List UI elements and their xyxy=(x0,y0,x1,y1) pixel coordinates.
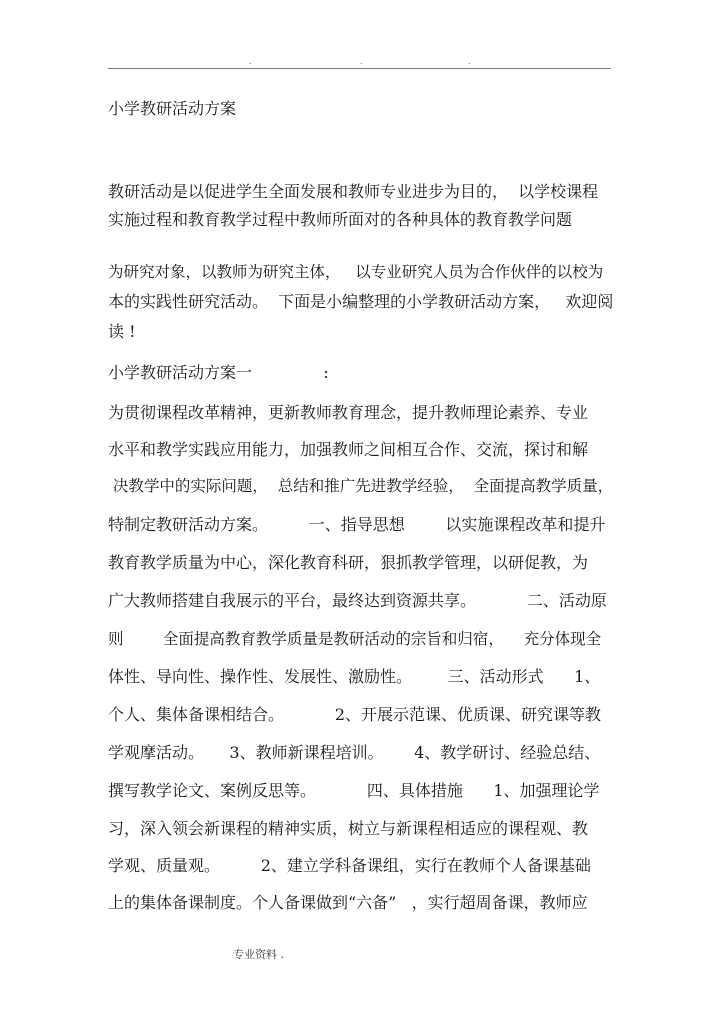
text-line: 特制定教研活动方案。 一、指导思想 以实施课程改革和提升 xyxy=(108,515,606,534)
section-heading: 小学教研活动方案一 : xyxy=(108,363,329,382)
text-line: 读 ! xyxy=(108,322,136,341)
text-line: 实施过程和教育教学过程中教师所面对的各种具体的教育教学问题 xyxy=(108,210,573,229)
header-dots xyxy=(108,58,611,66)
text-line: 为贯彻课程改革精神，更新教师教育理念，提升教师理论素养、专业 xyxy=(108,403,589,422)
text-line: 本的实践性研究活动。 下面是小编整理的小学教研活动方案， 欢迎阅 xyxy=(108,292,614,311)
header-dot: . xyxy=(249,57,252,66)
text-line: 习，深入领会新课程的精神实质，树立与新课程相适应的课程观、教 xyxy=(108,819,589,838)
header-dot: . xyxy=(360,57,363,66)
text-line: 个人、集体备课相结合。 2、开展示范课、优质课、研究课等教 xyxy=(108,705,602,724)
text-line: 教研活动是以促进学生全面发展和教师专业进步为目的， 以学校课程 xyxy=(108,182,599,201)
text-line: 则 全面提高教育教学质量是教研活动的宗旨和归宿， 充分体现全 xyxy=(108,630,602,648)
text-line: 广大教师搭建自我展示的平台，最终达到资源共享。 二、活动原 xyxy=(108,591,607,610)
text-line: 学观、质量观。 2、建立学科备课组，实行在教师个人备课基础 xyxy=(108,856,591,875)
text-line: 为研究对象，以教师为研究主体， 以专业研究人员为合作伙伴的以校为 xyxy=(108,263,604,281)
text-line: 决教学中的实际问题， 总结和推广先进教学经验， 全面提高教学质量， xyxy=(108,477,614,495)
text-line: 上的集体备课制度。个人备课做到“六备” ，实行超周备课，教师应 xyxy=(108,893,588,912)
header-divider xyxy=(108,68,611,69)
page-footer: 专业资料 . xyxy=(233,948,284,961)
text-line: 教育教学质量为中心，深化教育科研，狠抓教学管理，以研促教，为 xyxy=(108,553,589,572)
text-line: 体性、导向性、操作性、发展性、激励性。 三、活动形式 1、 xyxy=(108,667,601,686)
header-dot: . xyxy=(468,57,471,66)
text-line: 水平和教学实践应用能力，加强教师之间相互合作、交流，探讨和解 xyxy=(108,440,589,459)
text-line: 撰写教学论文、案例反思等。 四、具体措施 1、加强理论学 xyxy=(108,781,600,800)
text-line: 学观摩活动。 3、教师新课程培训。 4、教学研讨、经验总结、 xyxy=(108,743,601,762)
document-title: 小学教研活动方案 xyxy=(108,99,237,118)
